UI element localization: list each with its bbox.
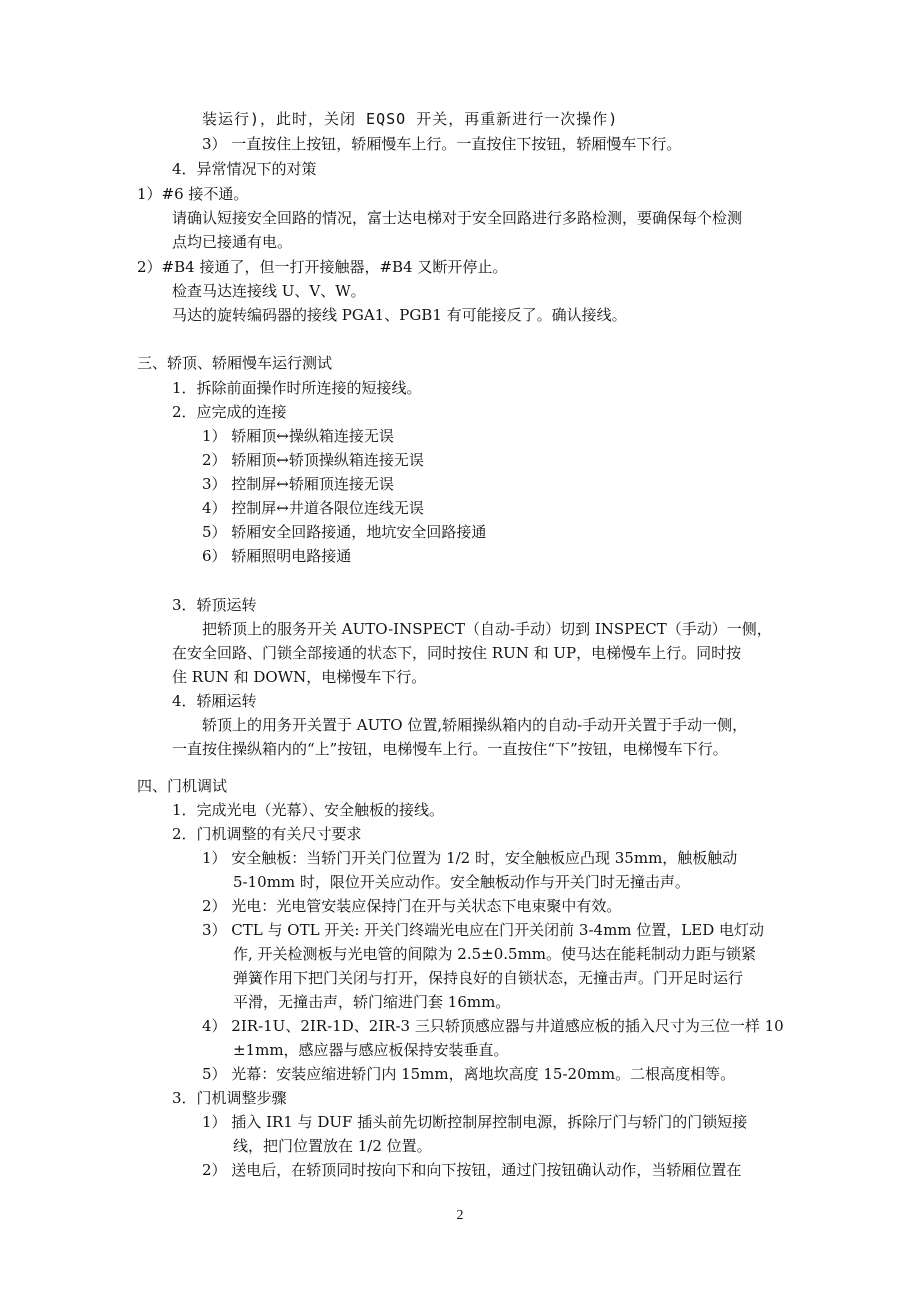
text-line: 线，把门位置放在 1/2 位置。 (233, 1137, 432, 1155)
text-line: 住 RUN 和 DOWN，电梯慢车下行。 (172, 668, 427, 686)
text-line: 2．应完成的连接 (172, 403, 287, 421)
text-line: 6） 轿厢照明电路接通 (202, 547, 352, 565)
text-line: 1） 插入 IR1 与 DUF 插头前先切断控制屏控制电源，拆除厅门与轿门的门锁短接 (202, 1113, 748, 1131)
text-line: 2） 轿厢顶↔轿顶操纵箱连接无误 (202, 451, 424, 469)
text-line: 在安全回路、门锁全部接通的状态下，同时按住 RUN 和 UP，电梯慢车上行。同时按 (172, 644, 742, 662)
text-line: 5） 轿厢安全回路接通，地坑安全回路接通 (202, 523, 487, 541)
text-line: 3） CTL 与 OTL 开关: 开关门终端光电应在门开关闭前 3-4mm 位置，LED 电灯动 (202, 921, 764, 939)
text-line: 3） 控制屏↔轿厢顶连接无误 (202, 475, 394, 493)
text-line: 1．拆除前面操作时所连接的短接线。 (172, 379, 422, 397)
text-line: 3） 一直按住上按钮，轿厢慢车上行。一直按住下按钮，轿厢慢车下行。 (202, 135, 682, 153)
text-line: 3．轿顶运转 (172, 596, 257, 614)
text-line: 4） 控制屏↔井道各限位连线无误 (202, 499, 424, 517)
text-line: 5） 光幕：安装应缩进轿门内 15mm，离地坎高度 15-20mm。二根高度相等。 (202, 1065, 736, 1083)
text-line: 5-10mm 时，限位开关应动作。安全触板动作与开关门时无撞击声。 (233, 873, 690, 891)
text-line: 弹簧作用下把门关闭与打开，保持良好的自锁状态，无撞击声。门开足时运行 (233, 969, 744, 987)
text-line: 1．完成光电（光幕）、安全触板的接线。 (172, 801, 445, 819)
text-line: 装运行)，此时，关闭 EQSO 开关，再重新进行一次操作) (202, 110, 619, 128)
text-line: 把轿顶上的服务开关 AUTO-INSPECT（自动-手动）切到 INSPECT（手动）一侧， (202, 620, 772, 638)
text-line: 四、门机调试 (137, 777, 228, 795)
text-line: 平滑，无撞击声，轿门缩进门套 16mm。 (233, 993, 511, 1011)
text-line: 1） 安全触板：当轿门开关门位置为 1/2 时，安全触板应凸现 35mm，触板触动 (202, 849, 738, 867)
text-line: 4．轿厢运转 (172, 692, 257, 710)
text-line: 4） 2IR-1U、2IR-1D、2IR-3 三只轿顶感应器与井道感应板的插入尺寸为三位一样 10 (202, 1017, 784, 1035)
text-line: 检查马达连接线 U、V、W。 (172, 282, 366, 300)
text-line: 2） 送电后，在轿顶同时按向下和向下按钮，通过门按钮确认动作，当轿厢位置在 (202, 1161, 742, 1179)
text-line: 3．门机调整步骤 (172, 1089, 287, 1107)
text-line: 作, 开关检测板与光电管的间隙为 2.5±0.5mm。使马达在能耗制动力距与锁紧 (233, 945, 757, 963)
text-line: 请确认短接安全回路的情况，富士达电梯对于安全回路进行多路检测，要确保每个检测 (172, 209, 743, 227)
text-line: 2）#B4 接通了，但一打开接触器，#B4 又断开停止。 (137, 258, 508, 276)
text-line: 三、轿顶、轿厢慢车运行测试 (137, 354, 333, 372)
text-line: 2．门机调整的有关尺寸要求 (172, 825, 362, 843)
page-number: 2 (456, 1208, 464, 1223)
text-line: 点均已接通有电。 (172, 233, 293, 251)
text-line: 4．异常情况下的对策 (172, 160, 317, 178)
text-line: 1） 轿厢顶↔操纵箱连接无误 (202, 427, 394, 445)
text-line: 马达的旋转编码器的接线 PGA1、PGB1 有可能接反了。确认接线。 (172, 306, 627, 324)
text-line: 轿顶上的用务开关置于 AUTO 位置,轿厢操纵箱内的自动-手动开关置于手动一侧， (202, 716, 748, 734)
text-line: 1）#6 接不通。 (137, 185, 249, 203)
text-line: ±1mm，感应器与感应板保持安装垂直。 (233, 1041, 509, 1059)
text-line: 2） 光电：光电管安装应保持门在开与关状态下电束聚中有效。 (202, 897, 622, 915)
text-line: 一直按住操纵箱内的“上”按钮，电梯慢车上行。一直按住“下”按钮，电梯慢车下行。 (172, 740, 728, 758)
